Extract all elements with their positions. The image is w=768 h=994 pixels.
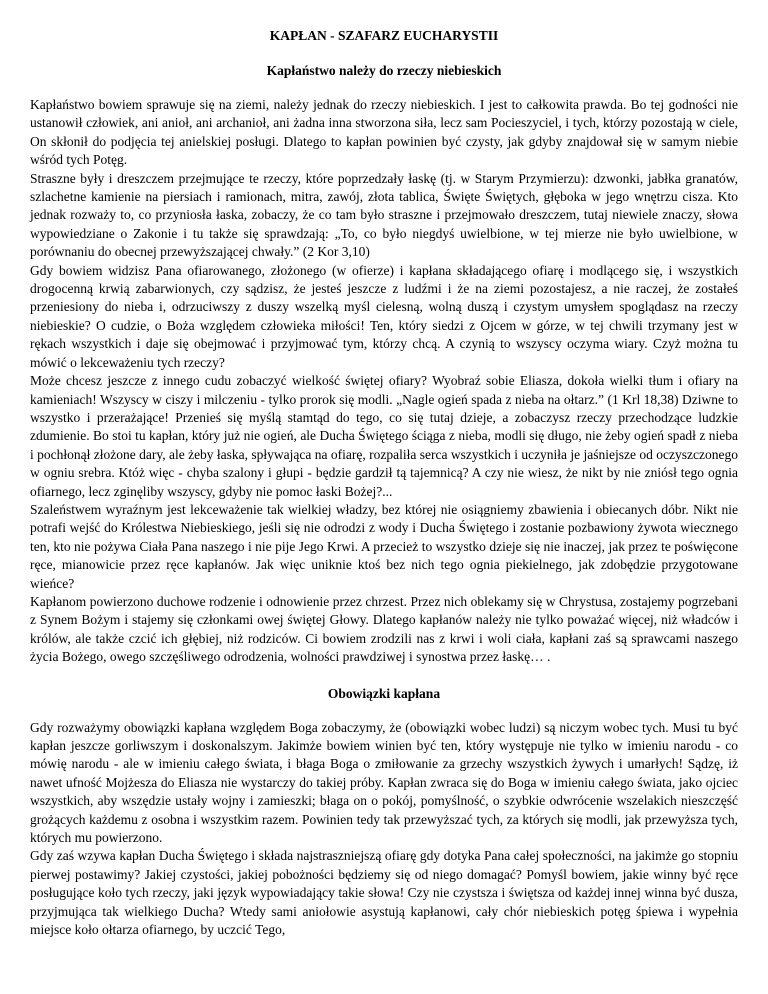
paragraph: Gdy rozważymy obowiązki kapłana względem Boga zobaczymy, że (obowiązki wobec ludzi) są niczym wobec tych. Musi tu być kapłan jeszcze gorliwszym i doskonalszym. Jakimże bowiem winien być ten, który występuje nie tylko w imieniu narodu - co mówię narodu - ale w imieniu całego świata, i błaga Boga o zmiłowanie za grzechy wszystkich żywych i umarłych! Sądzę, iż nawet ufność Mojżesza do Eliasza nie wystarczy do takiej próby. Kapłan zwraca się do Boga w imieniu całego świata, jako ojciec wszystkich, aby wszędzie ustały wojny i zamieszki; błaga on o pokój, pomyślność, o szybkie odwrócenie wszelakich nieszczęść grożących każdemu z osobna i wszystkim razem. Powinien tedy tak przewyższać tych, za których się modli, jak przewyższa tych, których mu powierzono. [30, 719, 738, 846]
paragraph: Gdy bowiem widzisz Pana ofiarowanego, złożonego (w ofierze) i kapłana składającego ofiarę i modlącego się, i wszystkich drogocenną krwią zabarwionych, czy sądzisz, że jesteś jeszcze z ludźmi i że na ziemi pozostajesz, a nie raczej, że zostałeś przeniesiony do nieba i, odrzuciwszy z duszy wszelką myśl cielesną, wolną duszą i czystym umysłem spoglądasz na rzeczy niebieskie? O cudzie, o Boża względem człowieka miłości! Ten, który siedzi z Ojcem w górze, w tej chwili trzymany jest w rękach wszystkich i daje się obejmować i przyjmować tym, którzy chcą. A czynią to wszyscy oczyma wiary. Czyż można tu mówić o lekceważeniu tych rzeczy? [30, 262, 738, 370]
paragraph: Kapłanom powierzono duchowe rodzenie i odnowienie przez chrzest. Przez nich oblekamy się w Chrystusa, zostajemy pogrzebani z Synem Bożym i stajemy się członkami owej świętej Głowy. Dlatego kapłanów należy nie tylko poważać więcej, niż władców i królów, ale także czcić ich głębiej, niż rodziców. Ci bowiem zrodzili nas z krwi i woli ciała, kapłani zaś są sprawcami naszego życia Bożego, owego szczęśliwego odrodzenia, wolności prawdziwej i synostwa przez łaskę… . [30, 593, 738, 665]
section-heading: Obowiązki kapłana [327, 685, 441, 701]
section-priesthood-heavenly [30, 62, 738, 667]
paragraph: Kapłaństwo bowiem sprawuje się na ziemi, należy jednak do rzeczy niebieskich. I jest to całkowita prawda. Bo tej godności nie ustanowił człowiek, ani anioł, ani archanioł, ani żadna inna stworzona siła, lecz sam Pocieszyciel, i tych, którzy pozostają w ciele, On skłonił do podjęcia tej anielskiej posługi. Dlatego to kapłan powinien być czysty, jak gdyby znajdował się w samym niebie wśród tych Potęg. [30, 97, 738, 168]
section-heading: Kapłaństwo należy do rzeczy niebieskich [266, 63, 502, 78]
section-priest-duties [30, 685, 738, 940]
paragraph: Może chcesz jeszcze z innego cudu zobaczyć wielkość świętej ofiary? Wyobraź sobie Eliasza, dokoła wielki tłum i ofiary na kamieniach! Wszyscy w ciszy i milczeniu - tylko prorok się modli. „Nagle ogień spada z nieba na ołtarz.” (1 Krl 18,38) Dziwne to wszystko i przerażające! Przenieś się myślą stamtąd do tego, co się tutaj dzieje, a zobaczysz rzeczy przechodzące ludzkie zdumienie. Bo stoi tu kapłan, który już nie ogień, ale Ducha Świętego ściąga z nieba, modli się długo, nie żeby ogień spadł z nieba i pochłonął złożone dary, ale żeby łaska, spływająca na ofiarę, rozpaliła serca wszystkich i uczyniła je jaśniejsze od oczyszczonego w ogniu srebra. Któż więc - chyba szalony i głupi - będzie gardził tą tajemnicą? A czy nie wiesz, że nikt by nie zniósł tego ognia ofiarnego, lecz zginęliby wszyscy, gdyby nie pomoc łaski Bożej?... [30, 373, 738, 499]
paragraph: Straszne były i dreszczem przejmujące te rzeczy, które poprzedzały łaskę (tj. w Starym Przymierzu): dzwonki, jabłka granatów, szlachetne kamienie na piersiach i ramionach, mitra, zawój, złota tablica, Święte Świętych, głęboka w jego wnętrzu cisza. Kto jednak rozważy to, co przyniosła łaska, zobaczy, że co tam było straszne i przejmowało dreszczem, tutaj niewiele znaczy, słowa wypowiedziane o Zakonie i tu także się sprawdzają: „To, co było niegdyś uwielbione, w tej mierze nie było uwielbione, w porównaniu do obecnej przewyższającej chwały.” (2 Kor 3,10) [30, 170, 738, 260]
document-title: KAPŁAN - SZAFARZ EUCHARYSTII [269, 28, 499, 43]
paragraph: Gdy zaś wzywa kapłan Ducha Świętego i składa najstraszniejszą ofiarę gdy dotyka Pana całej społeczności, na jakimże go stopniu pierwej postawimy? Jakiej czystości, jakiej pobożności będziemy się od niego domagać? Pomyśl bowiem, jakie winny być ręce posługujące koło tych rzeczy, jaki język wypowiadający takie słowa! Czy nie czystsza i świętsza od każdej innej winna być dusza, przyjmująca tak wielkiego Ducha? Wtedy sami aniołowie asystują kapłanowi, cały chór niebieskich potęg śpiewa i wypełnia miejsce koło ołtarza ofiarnego, by uczcić Tego, [30, 848, 738, 938]
paragraph: Szaleństwem wyraźnym jest lekceważenie tak wielkiej władzy, bez której nie osiągniemy zbawienia i obiecanych dóbr. Nikt nie potrafi wejść do Królestwa Niebieskiego, jeśli się nie odrodzi z wody i Ducha Świętego i zostanie pozbawiony żywota wiecznego ten, kto nie pożywa Ciała Pana naszego i nie pije Jego Krwi. A przecież to wszystko dzieje się nie inaczej, jak przez te poświęcone ręce, mianowicie przez ręce kapłanów. Jak więc uniknie ktoś bez nich tego ognia piekielnego, jak zdobędzie przygotowane wieńce? [30, 501, 738, 591]
